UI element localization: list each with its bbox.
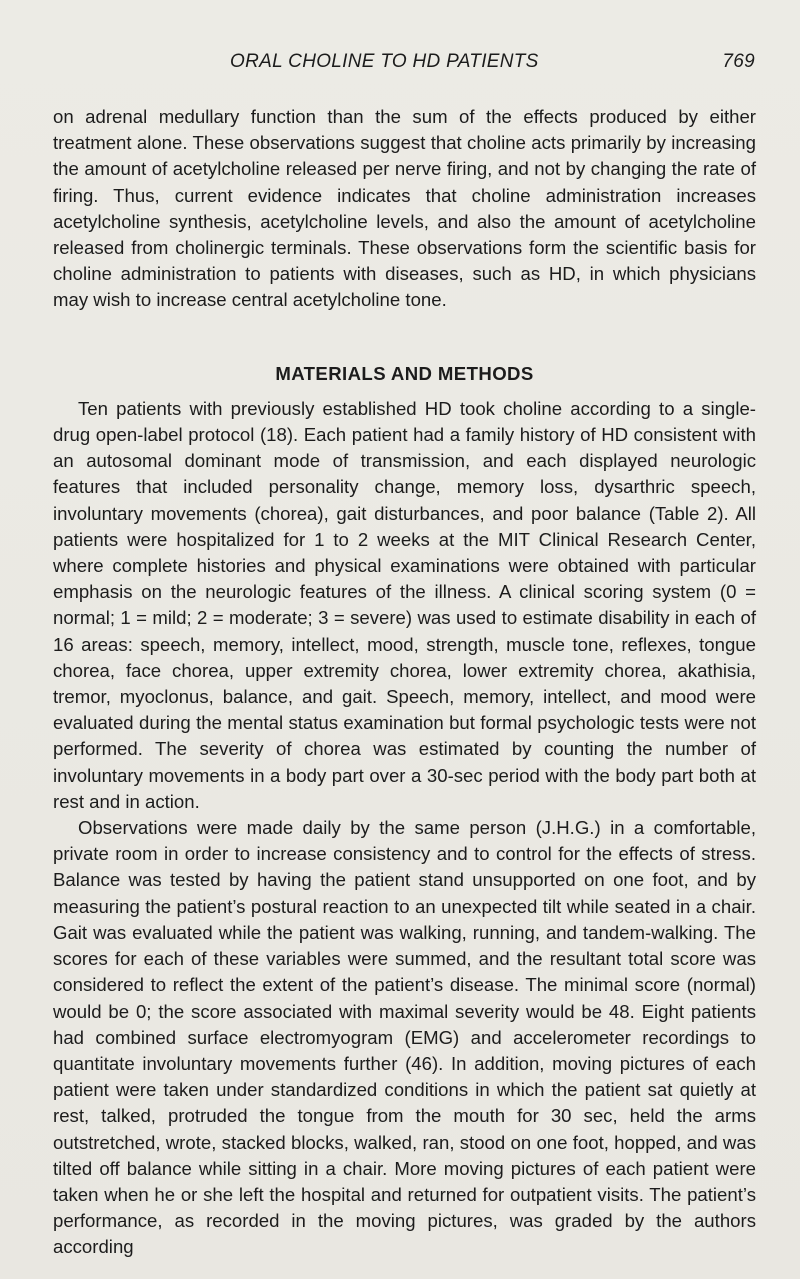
section-heading: MATERIALS AND METHODS — [275, 362, 534, 384]
methods-paragraph-1: Ten patients with previously established HD took choline according to a single-drug open-label protocol (18). Each patient had a family history of HD consistent with an autosomal dominant mode of transmission, and each displayed neurologic features that included personality change, memory loss, dysarthric speech, involuntary movements (chorea), gait disturbances, and poor balance (Table 2). All patients were hospitalized for 1 to 2 weeks at the MIT Clinical Research Center, where complete histories and physical examinations were obtained with particular emphasis on the neurologic features of the illness. A clinical scoring system (0 = normal; 1 = mild; 2 = moderate; 3 = severe) was used to estimate disability in each of 16 areas: speech, memory, intellect, mood, strength, muscle tone, reflexes, tongue chorea, face chorea, upper extremity chorea, lower extremity chorea, akathisia, tremor, myoclonus, balance, and gait. Speech, memory, intellect, and mood were evaluated during the mental status examination but formal psychologic tests were not performed. The severity of chorea was estimated by counting the number of involuntary movements in a body part over a 30-sec period with the body part both at rest and in action. — [53, 397, 756, 812]
running-title: ORAL CHOLINE TO HD PATIENTS — [230, 51, 539, 72]
methods-paragraph-2: Observations were made daily by the same person (J.H.G.) in a comfortable, private room in order to increase consistency and to control for the effects of stress. Balance was tested by having the patient stand unsupported on one foot, and by measuring the patient’s postural reaction to an unexpected tilt while seated in a chair. Gait was evaluated while the patient was walking, running, and tandem-walking. The scores for each of these variables were summed, and the resultant total score was considered to reflect the extent of the patient’s disease. The minimal score (normal) would be 0; the score associated with maximal severity would be 48. Eight patients had combined surface electromyogram (EMG) and accelerometer recordings to quantitate involuntary movements further (46). In addition, moving pictures of each patient were taken under standardized conditions in which the patient sat quietly at rest, talked, protruded the tongue from the mouth for 30 sec, held the arms outstretched, wrote, stacked blocks, walked, ran, stood on one foot, hopped, and was tilted off balance while sitting in a chair. More moving pictures of each patient were taken when he or she left the hospital and returned for outpatient visits. The patient’s performance, as recorded in the moving pictures, was graded by the authors according — [53, 817, 756, 1258]
running-head — [53, 51, 755, 79]
page-number: 769 — [722, 51, 755, 72]
body-text — [53, 104, 756, 1261]
continuation-paragraph: on adrenal medullary function than the sum of the effects produced by either treatment alone. These observations suggest that choline acts primarily by increasing the amount of acetylcholine released per nerve firing, and not by changing the rate of firing. Thus, current evidence indicates that choline administration increases acetylcholine synthesis, acetylcholine levels, and also the amount of acetylcholine released from cholinergic terminals. These observations form the scientific basis for choline administration to patients with diseases, such as HD, in which physicians may wish to increase central acetylcholine tone. — [53, 106, 756, 311]
